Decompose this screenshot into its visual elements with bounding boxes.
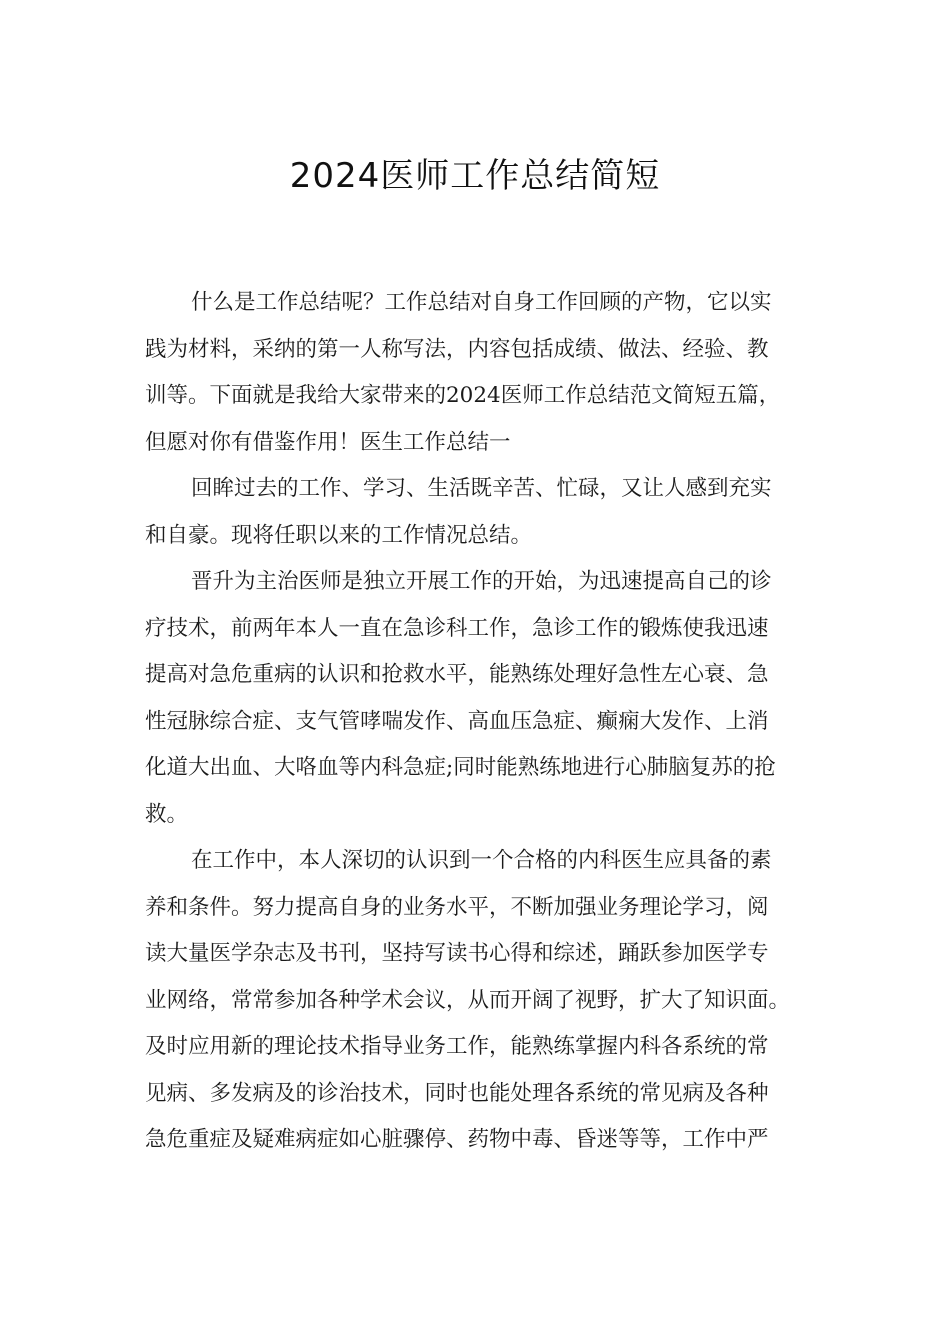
text-line: 训等。下面就是我给大家带来的2024医师工作总结范文简短五篇， bbox=[145, 383, 781, 408]
document-body bbox=[145, 280, 817, 1164]
paragraph-study bbox=[145, 838, 817, 1164]
text-line: 提高对急危重病的认识和抢救水平，能熟练处理好急性左心衰、急 bbox=[145, 662, 769, 687]
text-line: 回眸过去的工作、学习、生活既辛苦、忙碌，又让人感到充实 bbox=[191, 476, 772, 501]
text-line: 但愿对你有借鉴作用！医生工作总结一 bbox=[145, 429, 511, 455]
text-line: 和自豪。现将任职以来的工作情况总结。 bbox=[145, 522, 533, 548]
text-line: 晋升为主治医师是独立开展工作的开始，为迅速提高自己的诊 bbox=[191, 569, 772, 594]
text-line: 践为材料，采纳的第一人称写法，内容包括成绩、做法、经验、教 bbox=[145, 336, 769, 362]
text-line: 读大量医学杂志及书刊，坚持写读书心得和综述，踊跃参加医学专 bbox=[145, 941, 769, 966]
text-line: 养和条件。努力提高自身的业务水平，不断加强业务理论学习，阅 bbox=[145, 894, 769, 920]
page-title: 2024医师工作总结简短 bbox=[289, 155, 661, 196]
paragraph-review bbox=[145, 466, 817, 559]
text-line: 性冠脉综合症、支气管哮喘发作、高血压急症、癫痫大发作、上消 bbox=[145, 708, 769, 734]
paragraph-intro bbox=[145, 280, 817, 466]
text-line: 急危重症及疑难病症如心脏骤停、药物中毒、昏迷等等，工作中严 bbox=[145, 1127, 769, 1152]
text-line: 化道大出血、大咯血等内科急症;同时能熟练地进行心肺脑复苏的抢 bbox=[145, 755, 776, 780]
text-line: 疗技术，前两年本人一直在急诊科工作，急诊工作的锻炼使我迅速 bbox=[145, 615, 769, 641]
text-line: 及时应用新的理论技术指导业务工作，能熟练掌握内科各系统的常 bbox=[145, 1034, 769, 1059]
paragraph-emergency bbox=[145, 559, 817, 838]
text-line: 在工作中，本人深切的认识到一个合格的内科医生应具备的素 bbox=[191, 848, 772, 873]
text-line: 业网络，常常参加各种学术会议，从而开阔了视野，扩大了知识面。 bbox=[145, 987, 791, 1013]
text-line: 救。 bbox=[145, 801, 189, 827]
text-line: 见病、多发病及的诊治技术，同时也能处理各系统的常见病及各种 bbox=[145, 1080, 769, 1106]
text-line: 什么是工作总结呢？工作总结对自身工作回顾的产物，它以实 bbox=[191, 290, 772, 315]
